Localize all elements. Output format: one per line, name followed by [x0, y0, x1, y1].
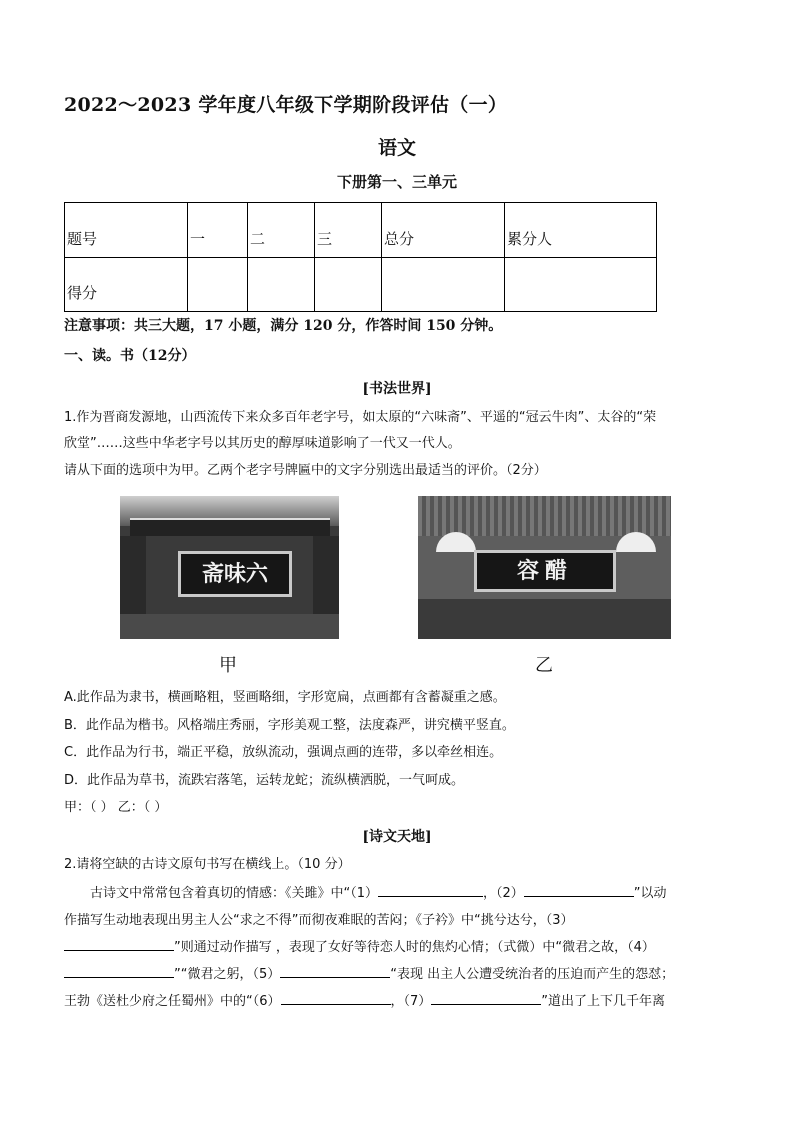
table-cell	[188, 257, 248, 312]
caption-b: 乙	[535, 655, 553, 676]
table-cell	[505, 257, 657, 312]
score-table	[64, 202, 657, 312]
option-b: B．此作品为楷书。风格端庄秀丽，字形美观工整，法度森严，讲究横平竖直。	[64, 718, 515, 733]
option-c: C．此作品为行书，端正平稳，放纵流动，强调点画的连带，多以牵丝相连。	[64, 745, 503, 760]
table-cell: 一	[188, 203, 248, 258]
fill-paragraph-line: 古诗文中常常包含着真切的情感：《关雎》中“（1） ，（2） ”以动	[90, 886, 667, 901]
table-row	[65, 257, 657, 312]
answer-blank-5[interactable]	[280, 965, 390, 978]
question-text: 1.作为晋商发源地，山西流传下来众多百年老字号，如太原的“六味斋”、平遥的“冠云牛肉”、太谷的“荣	[64, 410, 657, 425]
table-cell: 累分人	[505, 203, 657, 258]
plaque-b: 容醋	[474, 550, 616, 592]
table-cell: 题号	[65, 203, 188, 258]
section-heading: 一、读。书（12分）	[64, 348, 196, 364]
table-cell	[248, 257, 315, 312]
table-cell: 三	[315, 203, 382, 258]
plaque-photo-a	[120, 496, 339, 639]
answer-blank-3[interactable]	[64, 938, 174, 951]
option-d: D．此作品为草书，流跌宕落笔，运转龙蛇；流纵横洒脱，一气呵成。	[64, 773, 465, 788]
fill-paragraph-line: 王勃《送杜少府之任蜀州》中的“（6） ，（7） ”道出了上下几千年离	[64, 994, 666, 1009]
table-row	[65, 203, 657, 258]
answer-blank-1[interactable]	[378, 884, 483, 897]
subsection-heading: [诗文天地]	[362, 829, 432, 845]
answer-line: 甲：（ ） 乙：（ ）	[64, 800, 168, 815]
answer-blank-4[interactable]	[64, 965, 174, 978]
answer-blank-7[interactable]	[431, 992, 541, 1005]
answer-blank-6[interactable]	[281, 992, 391, 1005]
scope-subtitle: 下册第一、三单元	[336, 173, 457, 191]
fill-paragraph-line: 作描写生动地表现出男主人公“求之不得”而彻夜难眠的苦闷；《子衿》中“挑兮达兮，（3）	[64, 913, 574, 928]
table-cell: 二	[248, 203, 315, 258]
subject-title: 语文	[377, 137, 416, 159]
notice-text: 注意事项：共三大题，17 小题，满分 120 分，作答时间 150 分钟。	[64, 318, 503, 334]
caption-a: 甲	[219, 655, 237, 676]
table-cell: 得分	[65, 257, 188, 312]
question-text: 欣堂”……这些中华老字号以其历史的醇厚味道影响了一代又一代人。	[64, 436, 461, 451]
table-cell: 总分	[382, 203, 505, 258]
fill-paragraph-line: ”则通过动作描写 ，表现了女好等待恋人时的焦灼心情；（式微）中“微君之故，（4）	[64, 934, 734, 961]
subsection-heading: [书法世界]	[362, 381, 432, 397]
table-cell	[315, 257, 382, 312]
question-text: 请从下面的选项中为甲。乙两个老字号牌匾中的文字分别选出最适当的评价。（2分）	[64, 463, 547, 478]
table-cell	[382, 257, 505, 312]
exam-title: 2022～2023 学年度八年级下学期阶段评估（一）	[64, 94, 508, 116]
answer-blank-2[interactable]	[524, 884, 634, 897]
option-a: A.此作品为隶书，横画略粗，竖画略细，字形宽扁，点画都有含蓄凝重之感。	[64, 690, 506, 705]
plaque-photo-b	[418, 496, 671, 639]
fill-paragraph-line: ”“微君之躬，（5） “表现 出主人公遭受统治者的压迫而产生的怨怼；	[64, 961, 734, 988]
question-text: 2.请将空缺的古诗文原句书写在横线上。（10 分）	[64, 857, 351, 872]
plaque-a: 斋味六	[178, 551, 292, 597]
